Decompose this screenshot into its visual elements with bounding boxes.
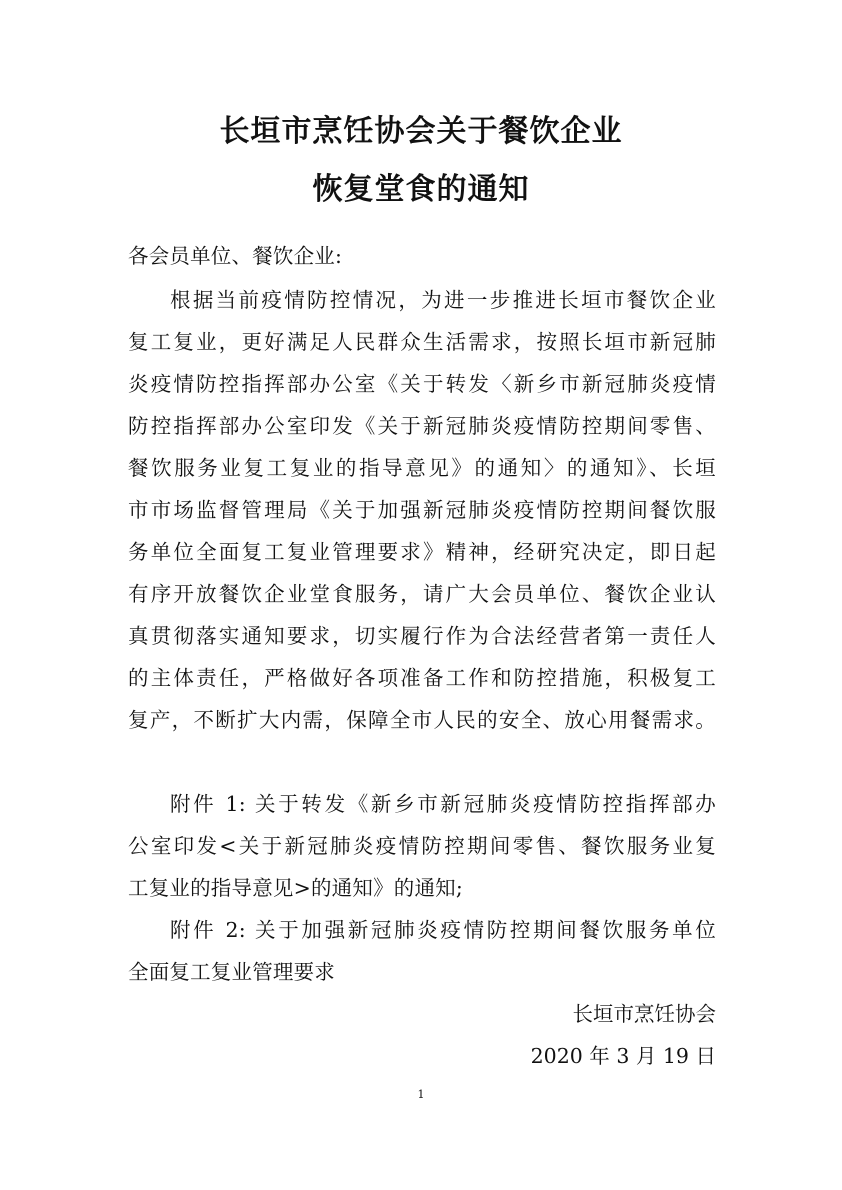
body-line: 餐饮服务业复工复业的指导意见》的通知〉的通知》、长垣 [128, 456, 716, 480]
body-line: 务单位全面复工复业管理要求》精神，经研究决定，即日起 [128, 540, 716, 564]
signature: 长垣市烹饪协会 [572, 1002, 716, 1026]
attachment-line: 附件 1: 关于转发《新乡市新冠肺炎疫情防控指挥部办 [170, 792, 716, 816]
document-title-line-1: 长垣市烹饪协会关于餐饮企业 [219, 114, 623, 149]
body-line: 防控指挥部办公室印发《关于新冠肺炎疫情防控期间零售、 [128, 414, 716, 438]
attachment-line: 公室印发<关于新冠肺炎疫情防控期间零售、餐饮服务业复 [128, 834, 716, 858]
body-line: 有序开放餐饮企业堂食服务，请广大会员单位、餐饮企业认 [128, 582, 716, 606]
body-line: 真贯彻落实通知要求，切实履行作为合法经营者第一责任人 [128, 624, 716, 648]
body-line: 市市场监督管理局《关于加强新冠肺炎疫情防控期间餐饮服 [128, 498, 716, 522]
page-number: 1 [417, 1088, 425, 1101]
attachment-line: 全面复工复业管理要求 [128, 960, 335, 984]
attachment-line: 工复业的指导意见>的通知》的通知; [128, 876, 463, 900]
salutation: 各会员单位、餐饮企业: [128, 244, 343, 268]
body-line: 炎疫情防控指挥部办公室《关于转发〈新乡市新冠肺炎疫情 [128, 372, 716, 396]
document-date: 2020 年 3 月 19 日 [530, 1044, 716, 1068]
body-line: 根据当前疫情防控情况，为进一步推进长垣市餐饮企业 [170, 288, 716, 312]
document-title-line-2: 恢复堂食的通知 [312, 172, 530, 207]
body-line: 复工复业，更好满足人民群众生活需求，按照长垣市新冠肺 [128, 330, 716, 354]
body-line: 的主体责任，严格做好各项准备工作和防控措施，积极复工 [128, 666, 716, 690]
attachment-line: 附件 2: 关于加强新冠肺炎疫情防控期间餐饮服务单位 [170, 918, 716, 942]
body-line: 复产，不断扩大内需，保障全市人民的安全、放心用餐需求。 [128, 708, 716, 732]
